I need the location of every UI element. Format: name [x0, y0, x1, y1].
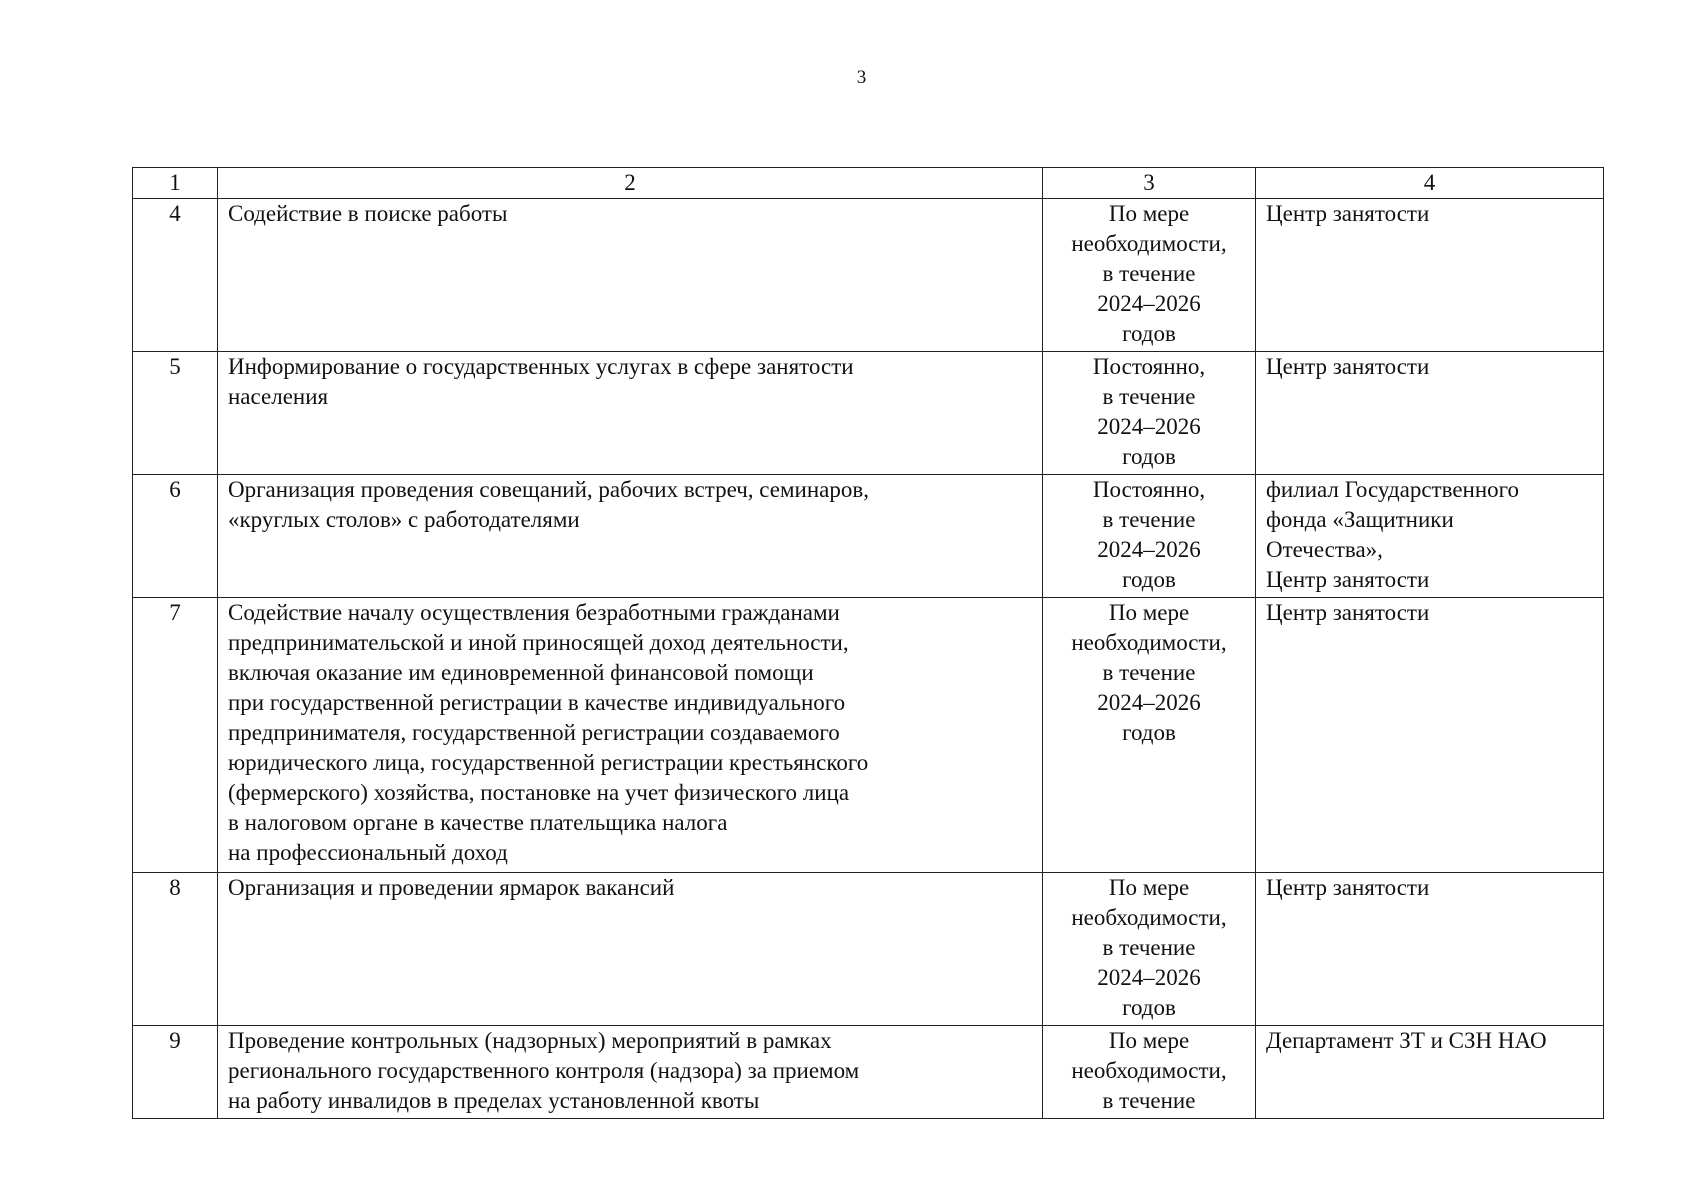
row-description: Организация проведения совещаний, рабочих встреч, семинаров, «круглых столов» с работодателями — [218, 475, 1043, 598]
row-number: 5 — [133, 352, 218, 475]
row-responsible: Центр занятости — [1256, 598, 1604, 873]
table-row — [133, 475, 1604, 598]
row-term: По мере необходимости, в течение — [1043, 1026, 1256, 1119]
row-number: 4 — [133, 199, 218, 352]
row-description: Содействие в поиске работы — [218, 199, 1043, 352]
row-description: Содействие началу осуществления безработными гражданами предпринимательской и иной приносящей доход деятельности, включая оказание им единовременной финансовой помощи при государственной регистрации в качестве индивидуального предпринимателя, государственной регистрации создаваемого юридического лица, государственной регистрации крестьянского (фермерского) хозяйства, постановке на учет физического лица в налоговом органе в качестве плательщика налога на профессиональный доход — [218, 598, 1043, 873]
row-number: 8 — [133, 873, 218, 1026]
row-responsible: Центр занятости — [1256, 352, 1604, 475]
header-cell-number: 1 — [133, 168, 218, 199]
page-number: 3 — [856, 67, 867, 88]
header-cell-responsible: 4 — [1256, 168, 1604, 199]
row-responsible: Центр занятости — [1256, 199, 1604, 352]
header-cell-term: 3 — [1043, 168, 1256, 199]
row-number: 6 — [133, 475, 218, 598]
row-description: Проведение контрольных (надзорных) мероприятий в рамках регионального государственного контроля (надзора) за приемом на работу инвалидов в пределах установленной квоты — [218, 1026, 1043, 1119]
row-responsible: Департамент ЗТ и СЗН НАО — [1256, 1026, 1604, 1119]
row-responsible: филиал Государственного фонда «Защитники Отечества», Центр занятости — [1256, 475, 1604, 598]
row-term: Постоянно, в течение 2024–2026 годов — [1043, 352, 1256, 475]
row-term: По мере необходимости, в течение 2024–2026 годов — [1043, 598, 1256, 873]
table-row — [133, 598, 1604, 873]
table-row — [133, 873, 1604, 1026]
row-description: Организация и проведении ярмарок вакансий — [218, 873, 1043, 1026]
row-description: Информирование о государственных услугах в сфере занятости населения — [218, 352, 1043, 475]
row-number: 7 — [133, 598, 218, 873]
row-term: Постоянно, в течение 2024–2026 годов — [1043, 475, 1256, 598]
table-row — [133, 1026, 1604, 1119]
table-header-row — [133, 168, 1604, 199]
table-row — [133, 199, 1604, 352]
row-term: По мере необходимости, в течение 2024–2026 годов — [1043, 873, 1256, 1026]
header-cell-description: 2 — [218, 168, 1043, 199]
row-term: По мере необходимости, в течение 2024–2026 годов — [1043, 199, 1256, 352]
row-responsible: Центр занятости — [1256, 873, 1604, 1026]
table-row — [133, 352, 1604, 475]
row-number: 9 — [133, 1026, 218, 1119]
measures-table — [132, 167, 1604, 1119]
